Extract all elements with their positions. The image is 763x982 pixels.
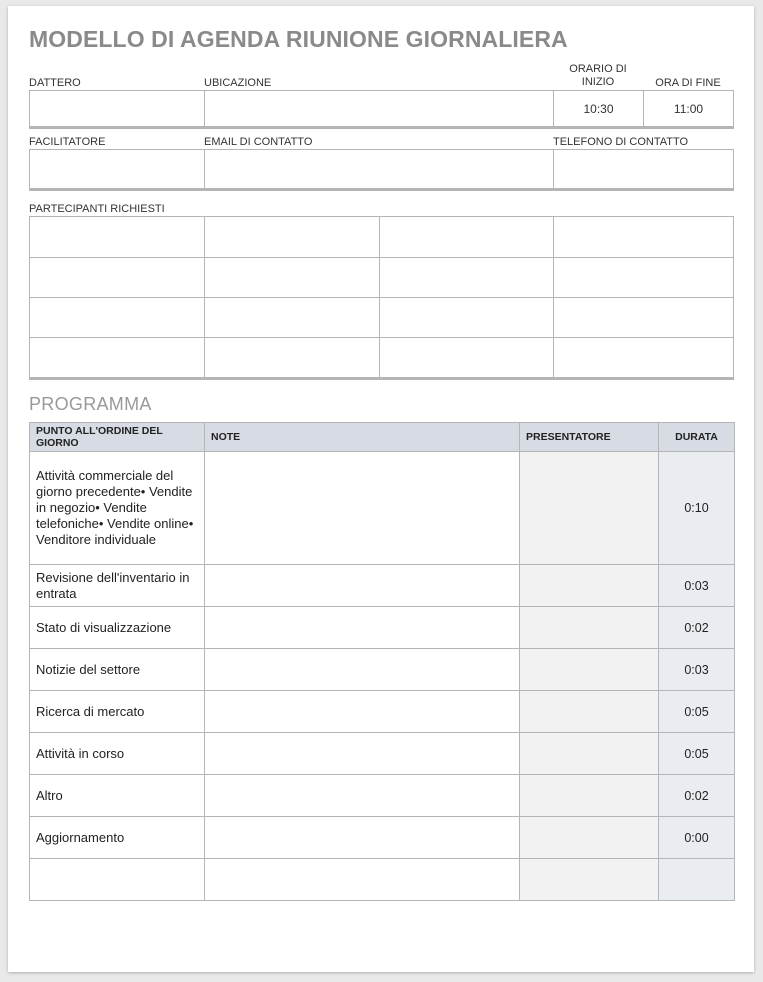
notes-cell[interactable] — [205, 775, 520, 817]
grid-divider — [30, 297, 733, 298]
program-section-title: PROGRAMMA — [29, 394, 152, 414]
presenter-column-header: PRESENTATORE — [520, 423, 659, 452]
program-header-row — [30, 423, 735, 452]
presenter-cell[interactable] — [520, 452, 659, 565]
duration-cell[interactable]: 0:03 — [659, 565, 735, 607]
notes-cell[interactable] — [205, 607, 520, 649]
table-row — [30, 817, 735, 859]
duration-column-header: DURATA — [659, 423, 735, 452]
facilitator-field[interactable] — [30, 150, 205, 189]
duration-cell[interactable]: 0:02 — [659, 775, 735, 817]
participants-grid — [29, 216, 734, 380]
email-label: EMAIL DI CONTATTO — [204, 136, 313, 148]
location-label: UBICAZIONE — [204, 77, 272, 89]
presenter-cell[interactable] — [520, 859, 659, 901]
program-table — [29, 422, 735, 901]
participants-label: PARTECIPANTI RICHIESTI — [29, 203, 165, 215]
duration-cell[interactable] — [659, 859, 735, 901]
page-title: MODELLO DI AGENDA RIUNIONE GIORNALIERA — [29, 26, 568, 52]
agenda-item-cell[interactable] — [30, 859, 205, 901]
notes-cell[interactable] — [205, 817, 520, 859]
contact-fields — [29, 149, 734, 191]
notes-cell[interactable] — [205, 452, 520, 565]
meeting-info-fields — [29, 90, 734, 129]
duration-cell[interactable]: 0:02 — [659, 607, 735, 649]
start-time-field[interactable]: 10:30 — [554, 91, 644, 127]
table-row — [30, 733, 735, 775]
agenda-item-cell[interactable]: Attività commerciale del giorno precedente• Vendite in negozio• Vendite telefoniche• Vendite online• Venditore individuale — [30, 452, 205, 565]
presenter-cell[interactable] — [520, 817, 659, 859]
grid-divider — [30, 257, 733, 258]
date-label: DATTERO — [29, 77, 81, 89]
duration-cell[interactable]: 0:03 — [659, 649, 735, 691]
email-field[interactable] — [205, 150, 554, 189]
notes-column-header: NOTE — [205, 423, 520, 452]
grid-divider — [30, 337, 733, 338]
table-row — [30, 691, 735, 733]
presenter-cell[interactable] — [520, 565, 659, 607]
agenda-item-cell[interactable]: Ricerca di mercato — [30, 691, 205, 733]
notes-cell[interactable] — [205, 859, 520, 901]
date-field[interactable] — [30, 91, 205, 127]
agenda-item-cell[interactable]: Altro — [30, 775, 205, 817]
agenda-item-cell[interactable]: Notizie del settore — [30, 649, 205, 691]
start-time-label: ORARIO DI INIZIO — [569, 63, 627, 88]
presenter-cell[interactable] — [520, 649, 659, 691]
table-row — [30, 452, 735, 565]
duration-cell[interactable]: 0:10 — [659, 452, 735, 565]
presenter-cell[interactable] — [520, 733, 659, 775]
duration-cell[interactable]: 0:05 — [659, 691, 735, 733]
table-row — [30, 859, 735, 901]
notes-cell[interactable] — [205, 565, 520, 607]
item-column-header: PUNTO ALL'ORDINE DEL GIORNO — [30, 423, 205, 452]
phone-label: TELEFONO DI CONTATTO — [553, 136, 689, 148]
agenda-item-cell[interactable]: Revisione dell'inventario in entrata — [30, 565, 205, 607]
table-row — [30, 649, 735, 691]
presenter-cell[interactable] — [520, 607, 659, 649]
location-field[interactable] — [205, 91, 554, 127]
agenda-item-cell[interactable]: Stato di visualizzazione — [30, 607, 205, 649]
notes-cell[interactable] — [205, 691, 520, 733]
notes-cell[interactable] — [205, 733, 520, 775]
presenter-cell[interactable] — [520, 775, 659, 817]
notes-cell[interactable] — [205, 649, 520, 691]
agenda-item-cell[interactable]: Aggiornamento — [30, 817, 205, 859]
table-row — [30, 565, 735, 607]
agenda-item-cell[interactable]: Attività in corso — [30, 733, 205, 775]
duration-cell[interactable]: 0:05 — [659, 733, 735, 775]
phone-field[interactable] — [554, 150, 733, 189]
end-time-field[interactable]: 11:00 — [673, 102, 704, 116]
table-row — [30, 775, 735, 817]
facilitator-label: FACILITATORE — [29, 136, 106, 148]
table-row — [30, 607, 735, 649]
duration-cell[interactable]: 0:00 — [659, 817, 735, 859]
presenter-cell[interactable] — [520, 691, 659, 733]
document-page — [8, 6, 754, 972]
end-time-label: ORA DI FINE — [655, 77, 721, 89]
